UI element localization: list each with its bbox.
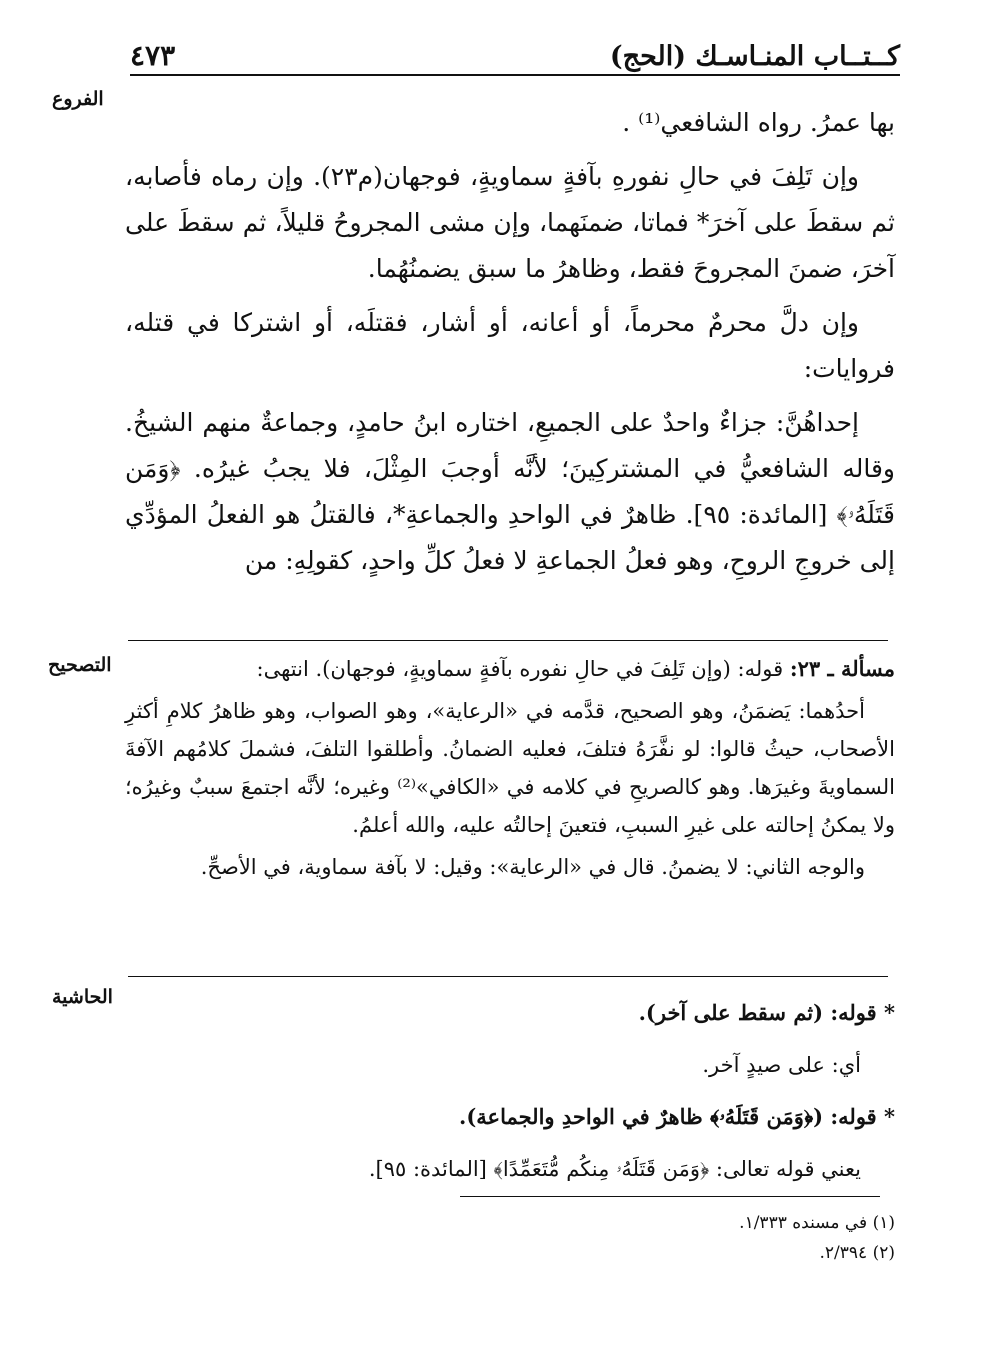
hashiya-explanation: أي: على صيدٍ آخر. — [702, 1053, 861, 1077]
hashiya-section — [125, 996, 895, 1204]
tashih-paragraph: أحدُهما: يَضمَنُ، وهو الصحيح، قدَّمه في «الرعاية»، وهو الصواب، وهو ظاهرُ كلامِ أكثرِ الأصحاب، حيثُ قالوا: لو نفَّرَهُ فتلفَ، فعليه الضمانُ. وأطلقوا التلفَ، فشملَ كلامُهم الآفةَ السماويةَ وغيرَها. وهو كالصريحِ في كلامه في «الكافي»⁽²⁾ وغيره؛ لأنَّه اجتمعَ سببٌ وغيرُه؛ ولا يمكنُ إحالته على غيرِ السببِ، فتعينَ إحالتُه عليه، والله أعلمُ. — [125, 699, 895, 837]
section-divider — [128, 640, 888, 641]
masala-text: قوله: (وإن تَلِفَ في حالِ نفوره بآفةٍ سماويةٍ، فوجهان). انتهى: — [256, 657, 784, 681]
main-paragraph: وإن دلَّ محرمٌ محرماً، أو أعانه، أو أشار، فقتلَه، أو اشتركا في قتله، فروايات: — [125, 308, 895, 383]
section-divider — [128, 976, 888, 977]
hashiya-quote: * قوله: (﴿وَمَن قَتَلَهُۥ﴾ ظاهرٌ في الواحدِ والجماعة). — [459, 1104, 895, 1129]
main-text — [125, 100, 895, 592]
masala-line — [125, 650, 895, 688]
footnote-divider — [460, 1196, 880, 1197]
page-number: ٤٧٣ — [130, 39, 176, 72]
footnotes — [560, 1208, 895, 1268]
masala-title: مسألة ـ ٢٣: — [789, 656, 895, 681]
tashih-paragraph: والوجه الثاني: لا يضمنُ. قال في «الرعاية»: وقيل: لا بآفة سماوية، في الأصحِّ. — [200, 855, 865, 879]
main-paragraph: وإن تَلِفَ في حالِ نفورهِ بآفةٍ سماويةٍ، فوجهان(م٢٣). وإن رماه فأصابه، ثم سقطَ على آخرَ* فماتا، ضمنَهما، وإن مشى المجروحُ قليلاً، ثم سقطَ على آخرَ، ضمنَ المجروحَ فقط، وظاهرُ ما سبق يضمنُهُما. — [125, 162, 895, 283]
main-paragraph: بها عمرُ. رواه الشافعي⁽¹⁾ . — [622, 108, 895, 137]
tashih-section — [125, 650, 895, 890]
side-label-tashih: التصحيح — [48, 654, 112, 676]
footnote: (٢) ٢/٣٩٤. — [819, 1243, 895, 1263]
main-paragraph: إحداهُنَّ: جزاءٌ واحدٌ على الجميعِ، اختاره ابنُ حامدٍ، وجماعةٌ منهم الشيخُ. وقاله الشافعيُّ في المشتركِينَ؛ لأنَّه أوجبَ المِثْلَ، فلا يجبُ غيرُه. ﴿وَمَن قَتَلَهُۥ﴾ [المائدة: ٩٥]. ظاهرٌ في الواحدِ والجماعةِ*، فالقتلُ هو الفعلُ المؤدِّي إلى خروجِ الروحِ، وهو فعلُ الجماعةِ لا فعلُ كلِّ واحدٍ، كقولِهِ: من — [125, 408, 895, 575]
footnote: (١) في مسنده ١/٣٣٣. — [739, 1213, 895, 1233]
hashiya-quote: * قوله: (ثم سقط على آخر). — [638, 1000, 895, 1025]
book-title: كــتــاب المنـاسـك (الحج) — [609, 41, 900, 72]
header-rule — [130, 74, 900, 76]
side-label-hashiya: الحاشية — [52, 986, 113, 1008]
running-head — [130, 30, 900, 72]
side-label-furu: الفروع — [52, 88, 104, 110]
hashiya-explanation: يعني قوله تعالى: ﴿وَمَن قَتَلَهُۥ مِنكُم مُّتَعَمِّدًا﴾ [المائدة: ٩٥]. — [368, 1157, 861, 1181]
